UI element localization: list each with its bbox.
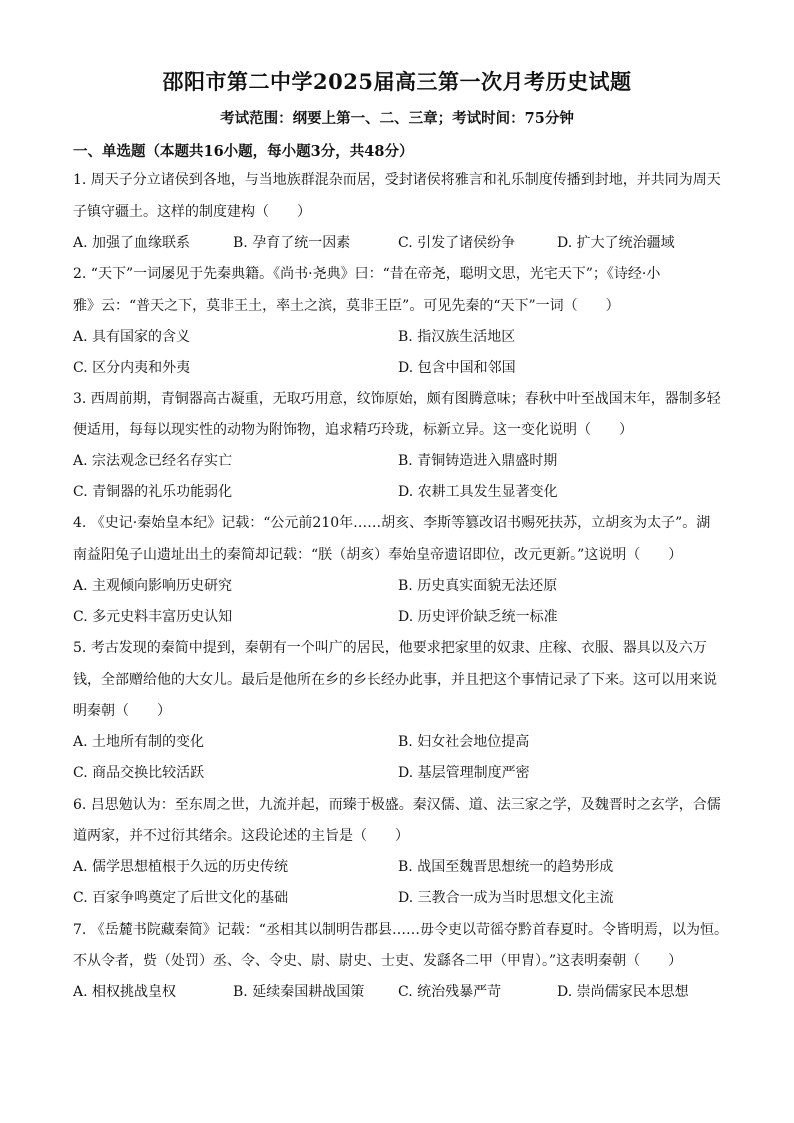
- q4-option-c: C. 多元史料丰富历史认知: [73, 609, 233, 625]
- q5-option-a: A. 土地所有制的变化: [73, 734, 205, 750]
- q7-option-a: A. 相权挑战皇权: [73, 984, 177, 1000]
- question-2-line-2: 雅》云：“普天之下，莫非王土，率土之滨，莫非王臣”。可见先秦的“天下”一词（ ）: [73, 298, 620, 314]
- q2-option-c: C. 区分内夷和外夷: [73, 360, 191, 376]
- q5-option-c: C. 商品交换比较活跃: [73, 765, 205, 781]
- q3-option-d: D. 农耕工具发生显著变化: [398, 484, 558, 500]
- question-1-line-2: 子镇守疆土。这样的制度建构（ ）: [73, 204, 311, 220]
- q2-option-d: D. 包含中国和邻国: [398, 360, 516, 376]
- q6-option-d: D. 三教合一成为当时思想文化主流: [398, 890, 614, 906]
- question-7-line-2: 不从令者，赀（处罚）丞、令、令史、尉、尉史、士吏、发繇各二甲（甲胄）。”这表明秦朝（ ）: [73, 953, 683, 969]
- section-heading: 一、单选题（本题共16小题，每小题3分，共48分）: [73, 143, 414, 160]
- q1-option-b: B. 孕育了统一因素: [233, 235, 351, 251]
- question-5-line-1: 5. 考古发现的秦简中提到，秦朝有一个叫广的居民，他要求把家里的奴隶、庄稼、衣服、器具以及六万: [73, 640, 707, 656]
- q2-option-b: B. 指汉族生活地区: [398, 329, 516, 345]
- q7-option-c: C. 统治残暴严苛: [398, 984, 502, 1000]
- question-3-line-2: 便适用，每每以现实性的动物为附饰物，追求精巧玲珑，标新立异。这一变化说明（ ）: [73, 422, 633, 438]
- q5-option-b: B. 妇女社会地位提高: [398, 734, 530, 750]
- exam-info: 考试范围：纲要上第一、二、三章；考试时间：75分钟: [220, 110, 574, 127]
- question-2-line-1: 2. “天下”一词屡见于先秦典籍。《尚书·尧典》曰：“昔在帝尧，聪明文思，光宅天下”；《诗经·小: [73, 266, 661, 282]
- question-4-line-1: 4. 《史记·秦始皇本纪》记载：“公元前210年……胡亥、李斯等篡改诏书赐死扶苏，立胡亥为太子”。湖: [73, 515, 711, 531]
- q3-option-b: B. 青铜铸造进入鼎盛时期: [398, 453, 558, 469]
- question-1-line-1: 1. 周天子分立诸侯到各地，与当地族群混杂而居，受封诸侯将雅言和礼乐制度传播到封地，并共同为周天: [73, 172, 721, 188]
- q7-option-b: B. 延续秦国耕战国策: [233, 984, 365, 1000]
- q3-option-c: C. 青铜器的礼乐功能弱化: [73, 484, 233, 500]
- q3-option-a: A. 宗法观念已经名存实亡: [73, 453, 233, 469]
- q1-option-c: C. 引发了诸侯纷争: [398, 235, 516, 251]
- question-4-line-2: 南益阳兔子山遗址出土的秦简却记载：“朕（胡亥）奉始皇帝遗诏即位，改元更新。”这说明（ ）: [73, 547, 683, 563]
- q5-option-d: D. 基层管理制度严密: [398, 765, 530, 781]
- q4-option-d: D. 历史评价缺乏统一标准: [398, 609, 558, 625]
- question-3-line-1: 3. 西周前期，青铜器高古凝重，无取巧用意，纹饰原始，颇有图腾意味；春秋中叶至战国末年，器制多轻: [73, 391, 721, 407]
- q2-option-a: A. 具有国家的含义: [73, 329, 191, 345]
- question-5-line-2: 钱，全部赠给他的大女儿。最后是他所在乡的乡长经办此事，并且把这个事情记录了下来。这可以用来说: [73, 672, 717, 688]
- q1-option-a: A. 加强了血缘联系: [73, 235, 191, 251]
- question-7-line-1: 7. 《岳麓书院藏秦简》记载：“丞相其以制明告郡县……毋令吏以苛徭夺黔首春夏时。令皆明焉，以为恒。: [73, 922, 728, 938]
- question-6-line-2: 道两家，并不过衍其绪余。这段论述的主旨是（ ）: [73, 828, 409, 844]
- q6-option-c: C. 百家争鸣奠定了后世文化的基础: [73, 890, 289, 906]
- q4-option-b: B. 历史真实面貌无法还原: [398, 578, 558, 594]
- q6-option-a: A. 儒学思想植根于久远的历史传统: [73, 859, 289, 875]
- q6-option-b: B. 战国至魏晋思想统一的趋势形成: [398, 859, 614, 875]
- question-6-line-1: 6. 吕思勉认为：至东周之世，九流并起，而臻于极盛。秦汉儒、道、法三家之学，及魏晋时之玄学，合儒: [73, 797, 721, 813]
- q4-option-a: A. 主观倾向影响历史研究: [73, 578, 233, 594]
- q1-option-d: D. 扩大了统治疆域: [557, 235, 675, 251]
- question-5-line-3: 明秦朝（ ）: [73, 703, 171, 719]
- page-title: 邵阳市第二中学2025届高三第一次月考历史试题: [162, 69, 632, 94]
- q7-option-d: D. 崇尚儒家民本思想: [557, 984, 689, 1000]
